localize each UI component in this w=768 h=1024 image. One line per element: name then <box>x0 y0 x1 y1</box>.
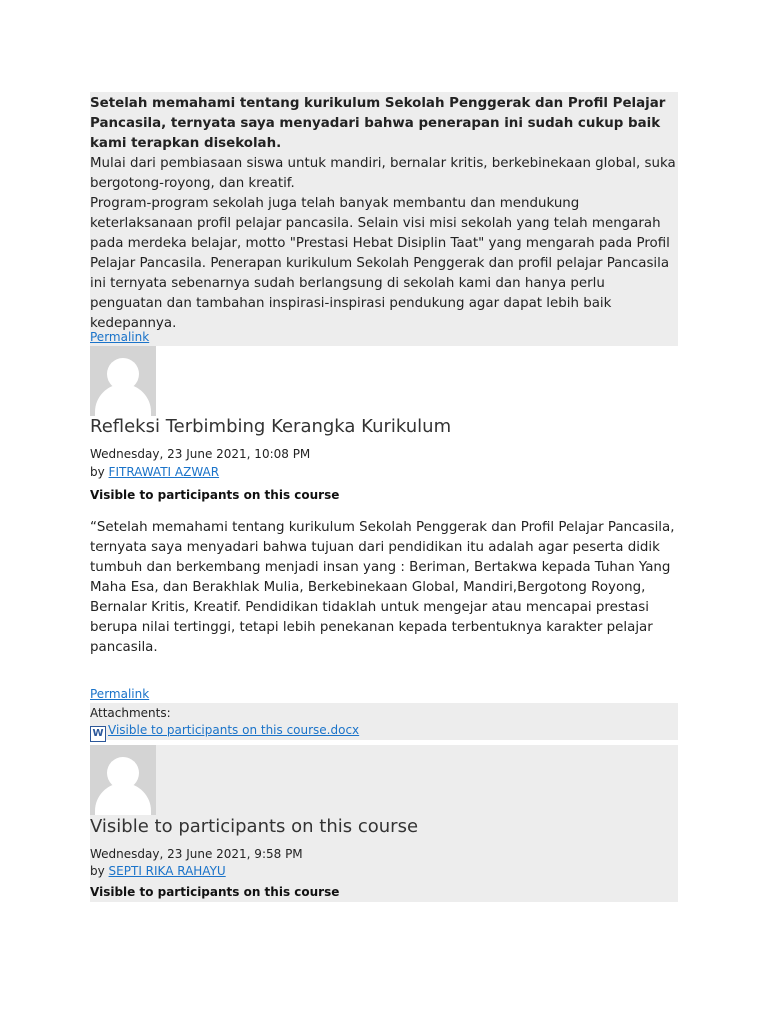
post-date: Wednesday, 23 June 2021, 10:08 PM <box>90 447 311 461</box>
word-document-icon: W <box>90 726 106 742</box>
forum-post-2 <box>90 346 678 740</box>
post-author-line <box>90 864 226 878</box>
visibility-label: Visible to participants on this course <box>90 488 340 502</box>
post-bold-paragraph: Setelah memahami tentang kurikulum Sekolah Penggerak dan Profil Pelajar Pancasila, ternyata saya menyadari bahwa penerapan ini sudah cukup baik kami terapkan disekolah. <box>90 96 666 151</box>
visibility-label: Visible to participants on this course <box>90 885 340 899</box>
attachments-box <box>90 703 678 740</box>
post-title: Visible to participants on this course <box>90 816 419 837</box>
post-paragraph-1: Mulai dari pembiasaan siswa untuk mandiri, bernalar kritis, berkebinekaan global, suka bergotong-royong, dan kreatif. <box>90 156 676 191</box>
post-paragraph-2: Program-program sekolah juga telah banyak membantu dan mendukung keterlaksanaan profil pelajar pancasila. Selain visi misi sekolah yang telah mengarah pada merdeka belajar, motto "Prestasi Hebat Disiplin Taat" yang mengarah pada Profil Pelajar Pancasila. Penerapan kurikulum Sekolah Penggerak dan profil pelajar Pancasila ini ternyata sebenarnya sudah berlangsung di sekolah kami dan hanya perlu penguatan dan tambahan inspirasi-inspirasi pendukung agar dapat lebih baik kedepannya. <box>90 196 670 331</box>
permalink-link[interactable]: Permalink <box>90 330 150 344</box>
author-link[interactable]: SEPTI RIKA RAHAYU <box>108 864 226 878</box>
by-label: by <box>90 864 105 878</box>
forum-post-3 <box>90 745 678 902</box>
by-label: by <box>90 465 105 479</box>
post-title: Refleksi Terbimbing Kerangka Kurikulum <box>90 416 452 437</box>
attachments-label: Attachments: <box>90 706 171 720</box>
attachment-link[interactable]: Visible to participants on this course.docx <box>108 723 360 737</box>
avatar-body-icon <box>95 783 151 815</box>
post-author-line <box>90 465 219 479</box>
post-body: “Setelah memahami tentang kurikulum Sekolah Penggerak dan Profil Pelajar Pancasila, ternyata saya menyadari bahwa tujuan dari pendidikan itu adalah agar peserta didik tumbuh dan berkembang menjadi insan yang : Beriman, Bertakwa kepada Tuhan Yang Maha Esa, dan Berakhlak Mulia, Berkebinekaan Global, Mandiri,Bergotong Royong, Bernalar Kritis, Kreatif. Pendidikan tidaklah untuk mengejar atau mencapai prestasi berupa nilai tertinggi, tetapi lebih penekanan kepada terbentuknya karakter pelajar pancasila. <box>90 520 675 655</box>
permalink-link[interactable]: Permalink <box>90 687 150 701</box>
avatar[interactable] <box>90 745 156 815</box>
avatar[interactable] <box>90 346 156 416</box>
post-date: Wednesday, 23 June 2021, 9:58 PM <box>90 847 303 861</box>
forum-post-1 <box>90 92 678 346</box>
avatar-body-icon <box>95 384 151 416</box>
author-link[interactable]: FITRAWATI AZWAR <box>108 465 220 479</box>
attachment-item[interactable] <box>90 723 359 742</box>
